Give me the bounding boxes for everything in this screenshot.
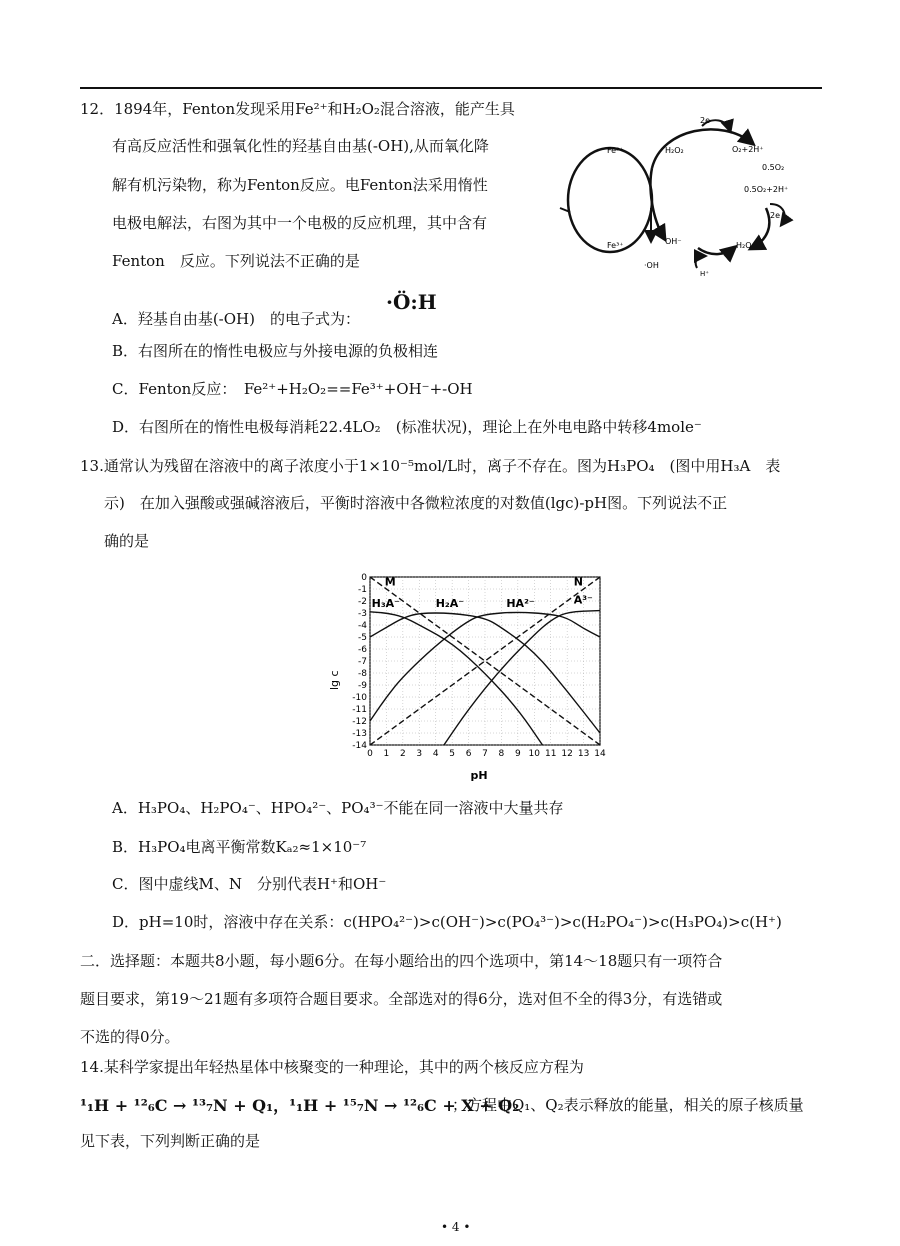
q14-line-3: 见下表，下列判断正确的是 bbox=[80, 1132, 261, 1150]
label-oh-radical: ·OH bbox=[644, 261, 659, 270]
q14-line-2: ；方程中Q₁、Q₂表示释放的能量，相关的原子核质量 bbox=[452, 1096, 804, 1114]
label-h2o2: H₂O₂ bbox=[665, 146, 684, 155]
y-tick-label: -2 bbox=[358, 597, 367, 607]
x-tick-label: 2 bbox=[399, 749, 406, 759]
x-tick-label: 0 bbox=[367, 749, 373, 759]
y-tick-label: -1 bbox=[358, 585, 367, 595]
x-tick-label: 14 bbox=[594, 749, 606, 759]
x-tick-label: 12 bbox=[561, 749, 573, 759]
series-annotation: N bbox=[573, 575, 583, 589]
section2-line-1: 二．选择题：本题共8小题，每小题6分。在每小题给出的四个选项中，第14～18题只有一项符合 bbox=[80, 952, 723, 970]
label-fe2: Fe²⁺ bbox=[607, 146, 624, 155]
q12-line-5: Fenton 反应。下列说法不正确的是 bbox=[112, 252, 360, 270]
fenton-mechanism-diagram bbox=[552, 108, 802, 284]
x-tick-label: 6 bbox=[465, 749, 472, 759]
lgc-ph-chart bbox=[328, 565, 611, 783]
q12-line-1: 12．1894年，Fenton发现采用Fe²⁺和H₂O₂混合溶液，能产生具 bbox=[80, 100, 515, 118]
q14-line-1: 14.某科学家提出年轻热星体中核聚变的一种理论，其中的两个核反应方程为 bbox=[80, 1058, 584, 1076]
q12-option-d: D．右图所在的惰性电极每消耗22.4LO₂ (标准状况)，理论上在外电电路中转移4mole⁻ bbox=[112, 418, 702, 436]
y-tick-label: -9 bbox=[358, 681, 367, 691]
x-tick-label: 9 bbox=[514, 749, 521, 759]
label-oh-minus: OH⁻ bbox=[665, 237, 682, 246]
label-2e-top: 2e bbox=[700, 116, 711, 125]
q13-line-2: 示) 在加入强酸或强碱溶液后，平衡时溶液中各微粒浓度的对数值(lgc)-pH图。下列说法不正 bbox=[104, 494, 728, 512]
q13-line-3: 确的是 bbox=[104, 532, 150, 550]
y-tick-label: -10 bbox=[352, 693, 367, 703]
q12-line-3: 解有机污染物，称为Fenton反应。电Fenton法采用惰性 bbox=[112, 176, 488, 194]
y-tick-label: -6 bbox=[358, 645, 367, 655]
label-fe3: Fe³⁺ bbox=[607, 241, 624, 250]
q13-option-b: B．H₃PO₄电离平衡常数Kₐ₂≈1×10⁻⁷ bbox=[112, 838, 367, 856]
y-axis-label: lg c bbox=[328, 670, 341, 690]
series-annotation: HA²⁻ bbox=[506, 597, 535, 610]
section2-line-2: 题目要求，第19～21题有多项符合题目要求。全部选对的得6分，选对但不全的得3分，有选错或 bbox=[80, 990, 723, 1008]
y-tick-label: -11 bbox=[352, 705, 367, 715]
q13-option-a: A．H₃PO₄、H₂PO₄⁻、HPO₄²⁻、PO₄³⁻不能在同一溶液中大量共存 bbox=[112, 799, 564, 817]
label-half-o2: 0.5O₂ bbox=[762, 163, 785, 172]
series-annotation: M bbox=[384, 575, 396, 589]
q12-option-a: A．羟基自由基(-OH) 的电子式为： bbox=[112, 310, 360, 328]
x-tick-label: 11 bbox=[544, 749, 557, 759]
series-line-A³⁻ bbox=[444, 611, 600, 745]
y-tick-label: -4 bbox=[358, 621, 367, 631]
q14-equation: ¹₁H + ¹²₆C → ¹³₇N + Q₁，¹₁H + ¹⁵₇N → ¹²₆C + X + Q₂ bbox=[80, 1096, 520, 1115]
series-annotation: A³⁻ bbox=[573, 593, 593, 607]
x-tick-label: 7 bbox=[482, 749, 488, 759]
x-tick-label: 4 bbox=[432, 749, 439, 759]
x-tick-label: 5 bbox=[449, 749, 456, 759]
page-number: • 4 • bbox=[441, 1220, 471, 1234]
q13-option-c: C．图中虚线M、N 分别代表H⁺和OH⁻ bbox=[112, 875, 387, 893]
q12-line-2: 有高反应活性和强氧化性的羟基自由基(-OH),从而氧化降 bbox=[112, 137, 489, 155]
y-tick-label: 0 bbox=[361, 573, 367, 583]
q12-option-a-formula: ·Ö:H bbox=[386, 290, 437, 314]
q12-option-b: B．右图所在的惰性电极应与外接电源的负极相连 bbox=[112, 342, 439, 360]
y-tick-label: -14 bbox=[352, 741, 367, 751]
header-rule bbox=[80, 87, 822, 89]
y-tick-label: -5 bbox=[358, 633, 367, 643]
x-tick-label: 3 bbox=[416, 749, 423, 759]
y-tick-label: -7 bbox=[358, 657, 367, 667]
q12-line-4: 电极电解法，右图为其中一个电极的反应机理，其中含有 bbox=[112, 214, 488, 232]
q12-option-c: C．Fenton反应： Fe²⁺+H₂O₂==Fe³⁺+OH⁻+-OH bbox=[112, 380, 473, 398]
y-tick-label: -8 bbox=[358, 669, 367, 679]
x-tick-label: 1 bbox=[383, 749, 390, 759]
series-line-H₃A bbox=[370, 612, 543, 745]
section2-line-3: 不选的得0分。 bbox=[80, 1028, 180, 1046]
series-annotation: H₃A⁻ bbox=[371, 597, 400, 610]
y-tick-label: -3 bbox=[358, 609, 367, 619]
x-axis-label: pH bbox=[470, 769, 488, 782]
label-o2-2h: O₂+2H⁺ bbox=[732, 145, 764, 154]
x-tick-label: 8 bbox=[498, 749, 505, 759]
x-tick-label: 13 bbox=[577, 749, 590, 759]
y-tick-label: -13 bbox=[352, 729, 367, 739]
q13-line-1: 13.通常认为残留在溶液中的离子浓度小于1×10⁻⁵mol/L时，离子不存在。图为H₃PO₄ (图中用H₃A 表 bbox=[80, 457, 781, 475]
label-h2o: H₂O bbox=[736, 241, 752, 250]
label-2e-right: 2e bbox=[770, 211, 781, 220]
y-tick-label: -12 bbox=[352, 717, 367, 727]
series-annotation: H₂A⁻ bbox=[435, 597, 465, 610]
x-tick-label: 10 bbox=[528, 749, 541, 759]
fe-cycle-loop bbox=[568, 148, 652, 252]
label-half-o2-2h: 0.5O₂+2H⁺ bbox=[744, 185, 789, 194]
q13-option-d: D．pH=10时，溶液中存在关系：c(HPO₄²⁻)>c(OH⁻)>c(PO₄³⁻)>c(H₂PO₄⁻)>c(H₃PO₄)>c(H⁺) bbox=[112, 913, 782, 931]
label-h-plus: H⁺ bbox=[700, 270, 709, 278]
